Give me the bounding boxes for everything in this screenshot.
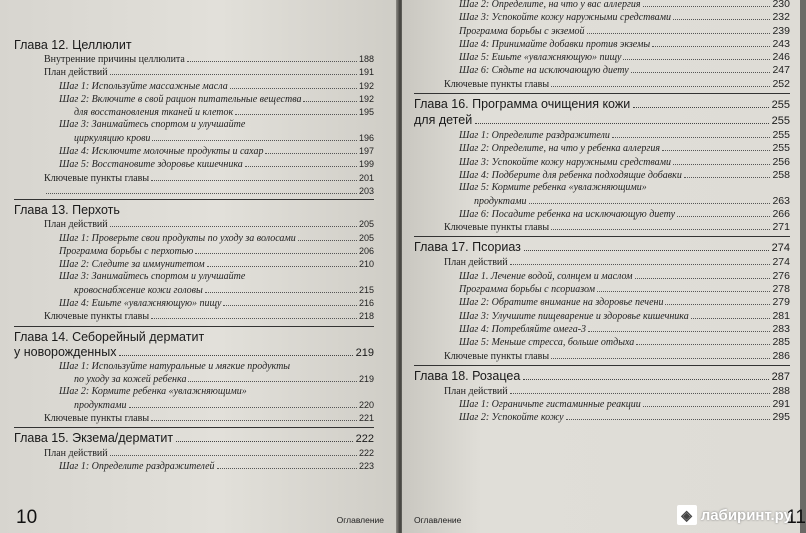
dot-leader [119, 355, 352, 356]
dot-leader [235, 114, 357, 115]
dot-leader [566, 419, 771, 420]
toc-entry [14, 145, 374, 158]
toc-entry-text: Шаг 2: Определите, на что у ребенка аллергия [459, 143, 660, 155]
dot-leader [684, 177, 771, 178]
toc-entry-text: циркуляцию крови [74, 132, 151, 144]
toc-entry-text: Шаг 6: Посадите ребенка на исключающую диету [459, 208, 676, 220]
toc-entry [14, 245, 374, 258]
toc-entry [414, 256, 790, 269]
chapter-page: 219 [355, 346, 374, 359]
toc-entry-page: 206 [358, 245, 374, 256]
toc-entry [14, 119, 374, 131]
toc-entry-page: 191 [358, 67, 374, 78]
toc-entry-page: 218 [358, 311, 374, 322]
toc-entry-page: 278 [772, 283, 790, 296]
dot-leader [110, 226, 357, 227]
toc-entry-text: Программа борьбы с псориазом [459, 284, 596, 296]
toc-entry-continuation [14, 106, 374, 119]
toc-entry-page: 255 [772, 142, 790, 155]
toc-entry-page: 281 [772, 309, 790, 322]
dot-leader [623, 59, 770, 60]
toc-entry [414, 156, 790, 169]
toc-entry-text: для восстановления тканей и клеток [74, 107, 234, 119]
dot-leader [631, 72, 771, 73]
toc-entry-text: Шаг 1: Проверьте свои продукты по уходу за волосами [59, 232, 296, 244]
toc-entry-text: Шаг 2: Успокойте кожу [459, 412, 564, 424]
dot-leader [303, 101, 357, 102]
toc-entry-page: 230 [772, 0, 790, 10]
toc-entry-page: 274 [772, 256, 790, 269]
toc-entry [414, 78, 790, 91]
dot-leader [151, 420, 357, 421]
chapter-rule [414, 93, 790, 94]
chapter-title-text: Глава 12. Целлюлит [14, 38, 132, 52]
labirint-logo-icon: ◈ [677, 505, 697, 525]
chapter-title-text: Глава 13. Перхоть [14, 203, 120, 218]
chapter-title-line [14, 330, 374, 345]
toc-entry-page: 239 [772, 24, 790, 37]
toc-entry [14, 80, 374, 93]
dot-leader [230, 88, 357, 89]
toc-entry [14, 297, 374, 310]
toc-entry-text: Ключевые пункты главы [44, 412, 150, 424]
toc-entry [414, 310, 790, 323]
dot-leader [652, 46, 770, 47]
right-page [402, 0, 806, 533]
toc-entry-page: 192 [358, 93, 374, 104]
toc-chapter [14, 326, 374, 425]
toc-entry-page: 223 [358, 461, 374, 472]
toc-entry [14, 361, 374, 373]
right-running-head: Оглавление [414, 515, 462, 525]
toc-entry-page: 246 [772, 51, 790, 64]
chapter-title-text: Глава 18. Розацеа [414, 368, 521, 383]
toc-entry [14, 172, 374, 185]
toc-entry [414, 208, 790, 221]
chapter-title-text: Глава 15. Экзема/дерматит [14, 431, 174, 446]
dot-leader [188, 381, 357, 382]
chapter-title [414, 240, 790, 256]
chapter-rule [14, 427, 374, 428]
dot-leader [298, 240, 357, 241]
toc-entry [414, 25, 790, 38]
toc-entry [414, 398, 790, 411]
left-running-head: Оглавление [336, 515, 384, 525]
dot-leader [46, 193, 357, 194]
toc-entry-page: 222 [358, 448, 374, 459]
watermark [677, 505, 792, 525]
toc-entry-text: План действий [44, 448, 108, 460]
left-toc-column [14, 38, 374, 474]
chapter-title-line [14, 345, 374, 361]
toc-entry-page: 199 [358, 159, 374, 170]
toc-entry-page: 197 [358, 146, 374, 157]
toc-entry-page: 266 [772, 207, 790, 220]
dot-leader [265, 153, 357, 154]
toc-entry-text: План действий [44, 67, 108, 79]
chapter-title [414, 97, 790, 129]
toc-entry-text: Шаг 4: Принимайте добавки против экземы [459, 38, 651, 50]
toc-entry-text: Программа борьбы с перхотью [59, 245, 194, 257]
toc-entry [14, 185, 374, 197]
chapter-page: 287 [771, 370, 790, 383]
dot-leader [207, 266, 357, 267]
toc-entry-page: 196 [358, 132, 374, 143]
toc-entry-continuation [14, 132, 374, 145]
toc-entry [14, 218, 374, 231]
toc-entry-text: Шаг 3: Успокойте кожу наружными средствами [459, 12, 672, 24]
toc-entry-text: Шаг 2: Определите, на что у вас аллергия [459, 0, 641, 10]
toc-entry-page: 247 [772, 64, 790, 77]
dot-leader [187, 61, 357, 62]
toc-entry-text: Ключевые пункты главы [44, 311, 150, 323]
toc-entry-text: Шаг 2: Следите за иммунитетом [59, 259, 205, 271]
dot-leader [205, 292, 357, 293]
dot-leader [129, 407, 357, 408]
toc-entry-text: Ключевые пункты главы [444, 350, 550, 362]
toc-entry [14, 66, 374, 79]
toc-entry-page: 279 [772, 296, 790, 309]
chapter-title [14, 330, 374, 361]
toc-entry [14, 271, 374, 283]
dot-leader [223, 305, 357, 306]
dot-leader [151, 318, 357, 319]
toc-entry-text: Шаг 1: Определите раздражители [459, 130, 610, 142]
toc-chapter [414, 365, 790, 425]
chapter-title-line [414, 113, 790, 129]
chapter-title [14, 431, 374, 447]
toc-entry-text: План действий [444, 385, 508, 397]
chapter-rule [14, 199, 374, 200]
toc-entry [414, 221, 790, 234]
toc-entry [414, 129, 790, 142]
dot-leader [597, 291, 770, 292]
toc-entry-text: Шаг 4: Исключите молочные продукты и сахар [59, 146, 264, 158]
toc-entry-text: Шаг 5: Ешьте «увлажняющую» пищу [459, 52, 622, 64]
toc-entry [414, 64, 790, 77]
chapter-title-text: Глава 17. Псориаз [414, 240, 521, 255]
toc-entry-text: Шаг 1. Лечение водой, солнцем и маслом [459, 270, 633, 282]
toc-entry-text: Шаг 4: Подберите для ребенка подходящие добавки [459, 169, 682, 181]
toc-entry-text: Шаг 6: Сядьте на исключающую диету [459, 65, 629, 77]
toc-entry-text: продуктами [74, 399, 127, 411]
watermark-text: лабиринт.ру [700, 506, 792, 524]
toc-entry [14, 158, 374, 171]
toc-entry-text: Шаг 3: Успокойте кожу наружными средствами [459, 156, 672, 168]
toc-entry [414, 182, 790, 194]
toc-entry-page: 295 [772, 411, 790, 424]
dot-leader [110, 455, 357, 456]
chapter-page: 255 [771, 115, 790, 128]
toc-entry-text: Шаг 4: Потребляйте омега-3 [459, 323, 587, 335]
toc-entry-page: 205 [358, 219, 374, 230]
toc-entry-text: Шаг 5: Меньше стресса, больше отдыха [459, 337, 635, 349]
toc-entry-page: 216 [358, 298, 374, 309]
dot-leader [677, 216, 770, 217]
dot-leader [510, 393, 771, 394]
toc-entry [414, 283, 790, 296]
toc-entry-page: 255 [772, 129, 790, 142]
chapter-page: 222 [355, 433, 374, 446]
toc-entry-page: 215 [358, 284, 374, 295]
toc-entry [414, 169, 790, 182]
dot-leader [524, 250, 769, 251]
toc-entry-page: 210 [358, 259, 374, 270]
toc-entry-text: Шаг 2: Обратите внимание на здоровье печени [459, 297, 664, 309]
dot-leader [673, 19, 770, 20]
toc-entry-page: 232 [772, 11, 790, 24]
toc-entry-page: 195 [358, 107, 374, 118]
toc-entry [414, 11, 790, 24]
dot-leader [665, 304, 770, 305]
dot-leader [612, 137, 771, 138]
chapter-title-text: у новорожденных [14, 344, 117, 359]
toc-chapter [14, 427, 374, 474]
toc-entry-page: 276 [772, 269, 790, 282]
toc-entry-page: 291 [772, 398, 790, 411]
toc-entry-page: 283 [772, 322, 790, 335]
toc-entry [414, 350, 790, 363]
toc-chapter [414, 236, 790, 362]
toc-entry-text: Шаг 1: Ограничьте гистаминные реакции [459, 399, 641, 411]
toc-entry-page: 256 [772, 155, 790, 168]
toc-entry-continuation [14, 284, 374, 297]
toc-entry-page: 286 [772, 349, 790, 362]
toc-entry-text: по уходу за кожей ребенка [74, 373, 187, 385]
right-toc-column [414, 0, 790, 425]
dot-leader [587, 33, 771, 34]
toc-entry-page: 221 [358, 412, 374, 423]
dot-leader [662, 150, 770, 151]
dot-leader [151, 180, 357, 181]
toc-entry-page: 252 [772, 77, 790, 90]
toc-entry-text: Шаг 2: Кормите ребенка «увлажняющими» [59, 386, 247, 398]
toc-entry-text: Шаг 3: Занимайтесь спортом и улучшайте [59, 271, 246, 283]
chapter-title-line [414, 97, 790, 113]
toc-entry [414, 323, 790, 336]
toc-entry [414, 0, 790, 11]
toc-entry [414, 296, 790, 309]
toc-chapter [14, 199, 374, 323]
dot-leader [643, 406, 771, 407]
toc-entry-text: Внутренние причины целлюлита [44, 54, 185, 65]
dot-leader [110, 74, 357, 75]
dot-leader [152, 140, 357, 141]
dot-leader [551, 86, 770, 87]
dot-leader [673, 164, 770, 165]
toc-entry [414, 38, 790, 51]
toc-entry [414, 142, 790, 155]
right-folio: 11 [786, 507, 806, 528]
dot-leader [633, 107, 768, 108]
dot-leader [588, 331, 770, 332]
toc-entry-page: 188 [358, 54, 374, 64]
toc-entry [14, 447, 374, 460]
toc-entry [14, 310, 374, 323]
toc-entry-text: продуктами [474, 195, 527, 207]
toc-entry [14, 232, 374, 245]
dot-leader [691, 318, 771, 319]
toc-entry-text: Ключевые пункты главы [44, 172, 150, 184]
toc-entry [414, 51, 790, 64]
dot-leader [217, 468, 357, 469]
toc-entry-page: 258 [772, 168, 790, 181]
chapter-title [14, 38, 374, 53]
toc-entry [14, 53, 374, 66]
toc-entry-text: Шаг 1: Используйте натуральные и мягкие продукты [59, 360, 291, 372]
toc-entry [14, 258, 374, 271]
toc-entry-page: 243 [772, 37, 790, 50]
dot-leader [551, 229, 770, 230]
toc-entry-page: 201 [358, 172, 374, 183]
toc-entry-text: Программа борьбы с экземой [459, 25, 585, 37]
chapter-page: 255 [771, 99, 790, 112]
dot-leader [176, 441, 352, 442]
dot-leader [245, 166, 357, 167]
dot-leader [195, 253, 357, 254]
chapter-title-text: Глава 14. Себорейный дерматит [14, 329, 205, 344]
chapter-title [14, 203, 374, 218]
toc-entry-page: 192 [358, 80, 374, 91]
toc-chapter [414, 93, 790, 234]
toc-entry-continuation [414, 195, 790, 208]
dot-leader [635, 278, 771, 279]
toc-entry-page: 288 [772, 384, 790, 397]
toc-entry-text: Шаг 2: Включите в свой рацион питательные вещества [59, 93, 302, 105]
dot-leader [523, 379, 768, 380]
toc-entry-text: Шаг 5: Кормите ребенка «увлажняющими» [459, 182, 647, 194]
dot-leader [551, 358, 770, 359]
toc-entry [414, 411, 790, 424]
toc-entry-text: Ключевые пункты главы [444, 222, 550, 234]
toc-entry-text: Шаг 1: Определите раздражителей [59, 461, 215, 473]
dot-leader [475, 123, 768, 124]
toc-entry-text: Ключевые пункты главы [444, 78, 550, 90]
toc-entry-page: 219 [358, 373, 374, 384]
toc-entry-continuation [14, 399, 374, 412]
toc-entry-page: 271 [772, 221, 790, 234]
toc-entry-page: 205 [358, 232, 374, 243]
toc-entry-text: Шаг 4: Ешьте «увлажняющую» пищу [59, 298, 222, 310]
toc-entry-text: План действий [44, 219, 108, 231]
chapter-rule [414, 236, 790, 237]
toc-entry [14, 460, 374, 473]
toc-entry [414, 385, 790, 398]
left-folio: 10 [16, 507, 38, 528]
toc-entry-page: 203 [358, 185, 374, 196]
toc-entry [14, 386, 374, 398]
toc-chapter [14, 38, 374, 197]
chapter-rule [14, 326, 374, 327]
toc-entry-text: Шаг 3: Улучшите пищеварение и здоровье кишечника [459, 310, 689, 322]
toc-entry-page: 220 [358, 399, 374, 410]
toc-entry-continuation [14, 373, 374, 386]
toc-entry [14, 93, 374, 106]
toc-entry-page: 285 [772, 336, 790, 349]
dot-leader [510, 264, 771, 265]
chapter-title [414, 369, 790, 385]
dot-leader [636, 344, 770, 345]
chapter-title-text: для детей [414, 113, 473, 128]
chapter-rule [414, 365, 790, 366]
toc-entry-page: 263 [772, 194, 790, 207]
toc-entry [414, 336, 790, 349]
dot-leader [529, 203, 771, 204]
chapter-title-text: Глава 16. Программа очищения кожи [414, 97, 631, 112]
chapter-page: 274 [771, 242, 790, 255]
toc-entry [14, 412, 374, 425]
left-page [0, 0, 398, 533]
toc-entry-text: кровоснабжение кожи головы [74, 284, 203, 296]
toc-entry-text: Шаг 1: Используйте массажные масла [59, 80, 228, 92]
toc-entry [414, 270, 790, 283]
dot-leader [643, 6, 771, 7]
toc-entry-text: Шаг 5: Восстановите здоровье кишечника [59, 159, 243, 171]
toc-entry-text: План действий [444, 257, 508, 269]
toc-entry-text: Шаг 3: Занимайтесь спортом и улучшайте [59, 119, 246, 131]
